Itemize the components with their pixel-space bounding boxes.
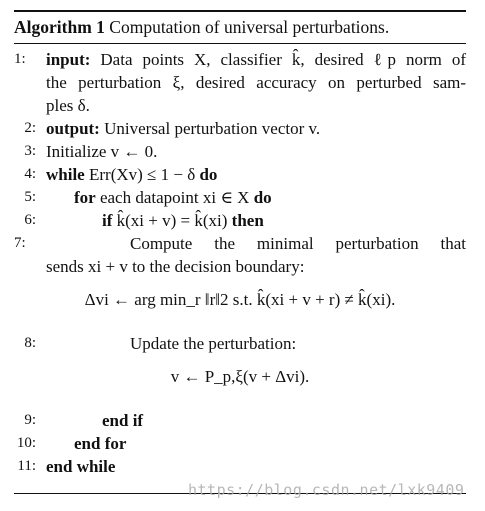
algorithm-block bbox=[14, 10, 466, 478]
step-11 bbox=[14, 455, 466, 478]
keyword: end for bbox=[74, 434, 127, 453]
equation-minimal-perturbation: Δvi ← arg min_r ‖r‖2 s.t. k̂(xi + v + r) ≠ k̂(xi). bbox=[84, 290, 396, 309]
keyword: while bbox=[46, 165, 85, 184]
step-8 bbox=[14, 332, 466, 355]
line-number: 10: bbox=[16, 435, 36, 451]
line-number: 3: bbox=[24, 143, 36, 159]
line-number: 1: bbox=[14, 51, 26, 67]
step-1-continuation-2: ples δ. bbox=[46, 96, 90, 115]
keyword: do bbox=[253, 188, 272, 207]
line-number: 8: bbox=[24, 335, 36, 351]
line-number: 2: bbox=[24, 120, 36, 136]
line-number: 11: bbox=[17, 458, 36, 474]
step-10 bbox=[14, 432, 466, 455]
algorithm-steps bbox=[14, 48, 466, 478]
keyword: do bbox=[199, 165, 218, 184]
step-2 bbox=[14, 117, 466, 140]
step-text: Universal perturbation vector v. bbox=[104, 119, 321, 138]
equation-update-perturbation: v ← P_p,ξ(v + Δvi). bbox=[170, 367, 310, 386]
step-3 bbox=[14, 140, 466, 163]
algorithm-label: Algorithm 1 bbox=[14, 17, 105, 37]
algorithm-title: Computation of universal perturbations. bbox=[109, 17, 390, 37]
keyword: if bbox=[102, 211, 113, 230]
keyword: for bbox=[74, 188, 96, 207]
step-9 bbox=[14, 409, 466, 432]
step-text: Data points X, classifier k̂, desired ℓp norm of bbox=[100, 50, 466, 69]
line-number: 6: bbox=[24, 212, 36, 228]
step-text: Compute the minimal perturbation that bbox=[130, 234, 466, 253]
step-5 bbox=[14, 186, 466, 209]
line-number: 4: bbox=[24, 166, 36, 182]
keyword: then bbox=[231, 211, 264, 230]
line-number: 9: bbox=[24, 412, 36, 428]
step-text: k̂(xi + v) = k̂(xi) bbox=[116, 211, 228, 230]
top-rule bbox=[14, 10, 466, 12]
algorithm-caption bbox=[14, 16, 466, 38]
line-number: 5: bbox=[24, 189, 36, 205]
line-number: 7: bbox=[14, 235, 26, 251]
step-text: Update the perturbation: bbox=[130, 334, 297, 353]
keyword: end if bbox=[102, 411, 144, 430]
step-1 bbox=[14, 48, 466, 71]
keyword: input: bbox=[46, 50, 91, 69]
keyword: end while bbox=[46, 457, 116, 476]
step-text: each datapoint xi ∈ X bbox=[99, 188, 250, 207]
step-1-continuation: the perturbation ξ, desired accuracy on perturbed sam- bbox=[46, 73, 466, 92]
step-4 bbox=[14, 163, 466, 186]
step-7-continuation: sends xi + v to the decision boundary: bbox=[46, 257, 305, 276]
step-text: Err(Xv) ≤ 1 − δ bbox=[88, 165, 196, 184]
step-7 bbox=[14, 232, 466, 255]
keyword: output: bbox=[46, 119, 100, 138]
watermark-text: https://blog.csdn.net/lxk9409 bbox=[188, 481, 465, 499]
step-text: Initialize v ← 0. bbox=[46, 142, 158, 161]
caption-rule bbox=[14, 43, 466, 44]
step-6 bbox=[14, 209, 466, 232]
